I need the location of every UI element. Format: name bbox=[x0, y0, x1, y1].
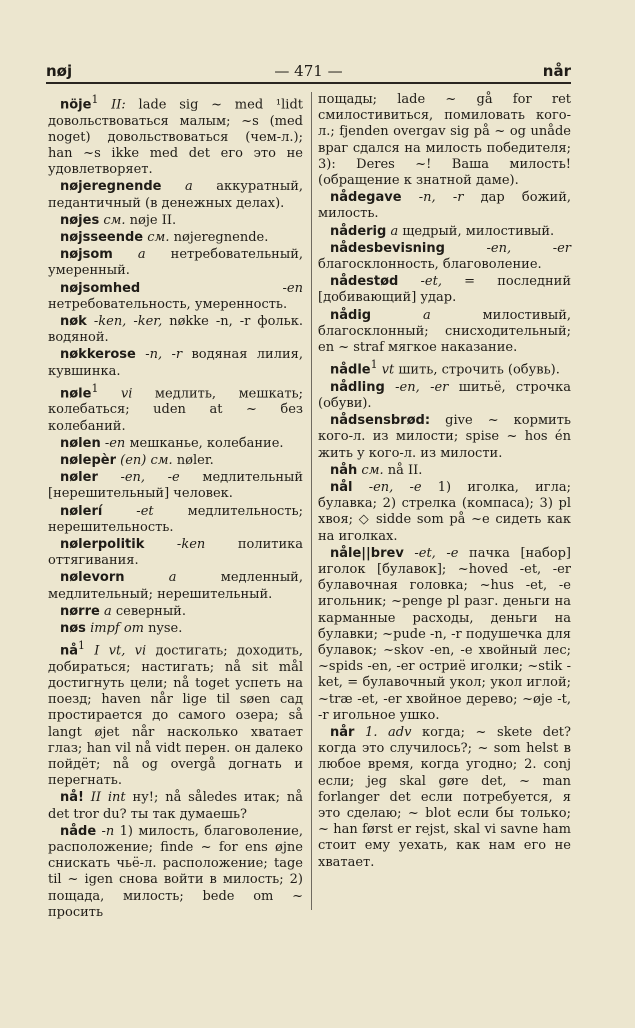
dictionary-entry bbox=[48, 604, 303, 620]
dictionary-entry bbox=[48, 790, 303, 822]
entry-headword: nøjeregnende bbox=[60, 179, 162, 195]
entry-grammar: см. bbox=[143, 229, 170, 245]
entry-headword: nøle bbox=[60, 386, 92, 402]
dictionary-entry bbox=[48, 281, 303, 313]
entry-grammar: см. bbox=[357, 462, 384, 478]
entry-grammar: II int bbox=[83, 790, 126, 806]
page-number: — 471 — bbox=[274, 62, 343, 80]
dictionary-entry bbox=[48, 570, 303, 602]
entry-headword: nådestød bbox=[330, 274, 399, 290]
dictionary-entry bbox=[318, 357, 571, 379]
entry-grammar: -en, -e bbox=[352, 480, 422, 495]
entry-definition: пощады; lade ~ gå for ret смилостивиться, помиловать кого-л.; fjenden overgav sig på ~ og unåde враг сдался на милость победителя; 3): Deres ~! Ваша милость! (обращение к знатной даме). bbox=[318, 92, 571, 189]
left-guide-word: nøj bbox=[46, 62, 73, 80]
dictionary-entry bbox=[318, 190, 571, 222]
entry-grammar: см. bbox=[99, 212, 126, 228]
dictionary-entry bbox=[48, 453, 303, 469]
entry-grammar: vt bbox=[377, 362, 395, 378]
header-rule bbox=[46, 82, 571, 84]
dictionary-entry bbox=[48, 621, 303, 637]
entry-headword: nådle bbox=[330, 362, 371, 378]
entry-headword: nølerpolitik bbox=[60, 536, 145, 552]
entry-grammar: -en bbox=[140, 280, 303, 296]
dictionary-entry bbox=[48, 347, 303, 379]
dictionary-entry bbox=[48, 230, 303, 246]
entry-definition: give ~ кормить кого-л. из милости; spise ~ hos én жить у кого-л. из милости. bbox=[318, 413, 571, 461]
entry-headword: nål bbox=[330, 480, 353, 495]
entry-definition: ну!; nå således итак; nå det tror du? ты так думаешь? bbox=[48, 790, 303, 822]
dictionary-entry bbox=[318, 480, 571, 545]
entry-definition: медлительный [нерешительный] человек. bbox=[48, 470, 303, 502]
homonym-number: 1 bbox=[78, 639, 85, 653]
dictionary-entry bbox=[318, 546, 571, 724]
entry-definition: медлительность; нерешительность. bbox=[48, 503, 303, 535]
entry-headword: nådegave bbox=[330, 190, 402, 206]
entry-headword: nølen bbox=[60, 435, 101, 451]
entry-definition: нетребовательный, умеренный. bbox=[48, 247, 303, 279]
entry-headword: nøk bbox=[60, 313, 87, 329]
entry-headword: nøjsseende bbox=[60, 229, 144, 245]
entry-grammar: -ken, -ker, bbox=[86, 313, 163, 329]
homonym-number: 1 bbox=[91, 93, 99, 106]
dictionary-entry bbox=[318, 274, 571, 306]
entry-headword: nåh bbox=[330, 462, 358, 478]
entry-grammar: a bbox=[124, 570, 177, 586]
entry-grammar: a bbox=[161, 179, 193, 195]
entry-definition: nøler. bbox=[172, 452, 214, 468]
entry-grammar: impf om bbox=[85, 620, 144, 636]
entry-definition: дар божий, милость. bbox=[318, 190, 571, 222]
dictionary-entry bbox=[318, 308, 571, 357]
entry-grammar: -et, -e bbox=[403, 545, 459, 561]
entry-grammar: -n, -r bbox=[135, 347, 183, 363]
entry-definition: шить, строчить (обувь). bbox=[394, 362, 560, 378]
entry-definition: милостивый, благосклонный; снисходительный; en ~ straf мягкое наказание. bbox=[318, 307, 571, 356]
entry-grammar: a bbox=[112, 247, 146, 263]
entry-definition: северный. bbox=[111, 603, 186, 619]
entry-grammar: -n bbox=[96, 823, 115, 839]
entry-grammar: -en bbox=[100, 435, 126, 451]
entry-headword: nølevorn bbox=[60, 570, 125, 586]
entry-grammar: -et bbox=[102, 503, 154, 519]
entry-definition: nøje II. bbox=[125, 212, 177, 228]
dictionary-entry bbox=[48, 247, 303, 279]
dictionary-entry bbox=[48, 92, 303, 178]
dictionary-entry bbox=[318, 92, 571, 189]
entry-headword: nøkkerose bbox=[60, 347, 136, 363]
entry-definition: = последний [добивающий] удар. bbox=[318, 274, 571, 306]
entry-definition: щедрый, милостивый. bbox=[398, 223, 555, 239]
homonym-number: 1 bbox=[370, 358, 378, 372]
entry-definition: благосклонность, благоволение. bbox=[318, 257, 542, 273]
entry-definition: 1) иголка, игла; булавка; 2) стрелка (компаса); 3) pl хвоя; ◇ sidde som på ~e сидеть как на иголках. bbox=[318, 480, 571, 544]
entry-definition: политика оттягивания. bbox=[48, 536, 303, 569]
entry-definition: аккуратный, педантичный (в денежных делах). bbox=[48, 179, 303, 211]
entry-headword: nådesbevisning bbox=[330, 240, 445, 256]
entry-headword: nøjsom bbox=[60, 247, 113, 263]
entry-headword: nådling bbox=[330, 379, 385, 395]
dictionary-entry bbox=[48, 179, 303, 211]
entry-headword: nådig bbox=[330, 307, 372, 323]
entry-definition: медлить, мешкать; колебаться; uden at ~ без колебаний. bbox=[48, 386, 303, 434]
entry-headword: nådsensbrød: bbox=[330, 413, 431, 429]
entry-definition: медленный, медлительный; нерешительный. bbox=[48, 570, 303, 602]
entry-headword: nåde bbox=[60, 823, 97, 839]
entry-definition: nøkke -n, -r фольк. водяной. bbox=[48, 313, 303, 346]
entry-headword: nølerí bbox=[60, 503, 103, 519]
entry-definition: nyse. bbox=[143, 620, 183, 636]
entry-headword: nørre bbox=[60, 603, 100, 619]
entry-grammar: -n, -r bbox=[401, 190, 464, 206]
dictionary-entry bbox=[48, 213, 303, 229]
homonym-number: 1 bbox=[91, 381, 99, 395]
dictionary-entry bbox=[48, 470, 303, 502]
entry-headword: nåle||brev bbox=[330, 545, 404, 561]
entry-headword: når bbox=[330, 725, 355, 741]
left-column bbox=[48, 92, 303, 922]
dictionary-entry bbox=[48, 824, 303, 921]
entry-definition: nå II. bbox=[383, 462, 423, 478]
entry-headword: nåderig bbox=[330, 223, 387, 239]
entry-grammar: a bbox=[371, 307, 431, 323]
entry-definition: пачка [набор] иголок [булавок]; ~hoved -et, -er булавочная головка; ~hus -et, -e игольник; ~penge pl разг. деньги на карманные расходы, деньги на булавки; ~pude -n, -r подушечка для булавок; ~skov -en, -e хвойный лес; ~spids -en, -er остриё иголки; ~stik -ket, = булавочный укол; укол иглой; ~træ -et, -er хвойное дерево; ~øje -t, -r игольное ушко. bbox=[318, 545, 572, 723]
entry-definition: мешканье, колебание. bbox=[125, 435, 284, 451]
dictionary-entry bbox=[48, 381, 303, 435]
entry-grammar: -en, -er bbox=[384, 379, 449, 395]
entry-grammar: I vt, vi bbox=[84, 643, 147, 659]
dictionary-entry bbox=[318, 224, 571, 240]
entry-grammar: a bbox=[386, 223, 399, 239]
dictionary-entry bbox=[318, 463, 571, 479]
entry-definition: nøjeregnende. bbox=[169, 229, 269, 245]
entry-headword: nå bbox=[60, 643, 79, 659]
right-column bbox=[318, 92, 571, 872]
dictionary-entry bbox=[318, 380, 571, 412]
entry-definition: нетребовательность, умеренность. bbox=[48, 296, 288, 312]
entry-grammar: -en, -e bbox=[97, 470, 180, 486]
entry-definition: достигать; доходить, добираться; настигать; nå sit mål достигнуть цели; nå toget успеть на поезд; haven når lige til søen сад простирается до самого озера; så langt øjet når насколько хватает глаз; han vil nå vidt перен. он далеко пойдёт; nå og overgå догнать и перегнать. bbox=[48, 643, 303, 789]
dictionary-entry bbox=[318, 241, 571, 273]
entry-grammar: -ken bbox=[144, 536, 206, 552]
column-divider bbox=[311, 92, 312, 910]
dictionary-entry bbox=[48, 504, 303, 536]
dictionary-entry bbox=[48, 436, 303, 452]
entry-definition: водяная лилия, кувшинка. bbox=[48, 347, 303, 379]
page-header bbox=[46, 62, 571, 84]
dictionary-entry bbox=[48, 314, 303, 346]
entry-grammar: a bbox=[99, 603, 112, 619]
entry-definition: 1) милость, благоволение, расположение; finde ~ for ens øjne снискать чьё-л. расположение; tage til ~ igen снова войти в милость; 2) пощада, милость; bede om ~ просить bbox=[48, 823, 303, 920]
entry-headword: nøs bbox=[60, 620, 86, 636]
entry-grammar: 1. adv bbox=[354, 725, 412, 741]
entry-headword: nøler bbox=[60, 470, 98, 486]
entry-grammar: -en, -er bbox=[444, 240, 571, 256]
dictionary-entry bbox=[318, 725, 571, 871]
dictionary-entry bbox=[48, 537, 303, 569]
entry-headword: nøjsomhed bbox=[60, 280, 141, 296]
entry-headword: nøjes bbox=[60, 212, 100, 228]
entry-definition: lade sig ~ med ¹lidt довольствоваться малым; ~s (med noget) довольствоваться (чем-л.); han ~s ikke med det его это не удовлетворяет. bbox=[48, 97, 303, 178]
entry-headword: nöje bbox=[60, 97, 92, 113]
entry-grammar: II: bbox=[98, 97, 126, 113]
entry-grammar: (en) см. bbox=[116, 452, 173, 468]
entry-grammar: vi bbox=[98, 386, 133, 402]
right-guide-word: når bbox=[542, 62, 571, 80]
entry-definition: когда; ~ skete det? когда это случилось?; ~ som helst в любое время, когда угодно; 2. conj если; jeg skal gøre det, ~ man forlanger det если потребуется, я это сделаю; ~ blot если бы только; ~ han først er rejst, skal vi savne ham стоит ему уехать, как нам его не хватает. bbox=[318, 725, 571, 870]
entry-headword: nølepèr bbox=[60, 452, 116, 468]
dictionary-entry bbox=[48, 638, 303, 789]
entry-definition: шитьё, строчка (обуви). bbox=[318, 379, 572, 411]
entry-grammar: -et, bbox=[398, 274, 442, 290]
dictionary-entry bbox=[318, 413, 571, 462]
entry-headword: nå! bbox=[60, 790, 84, 806]
